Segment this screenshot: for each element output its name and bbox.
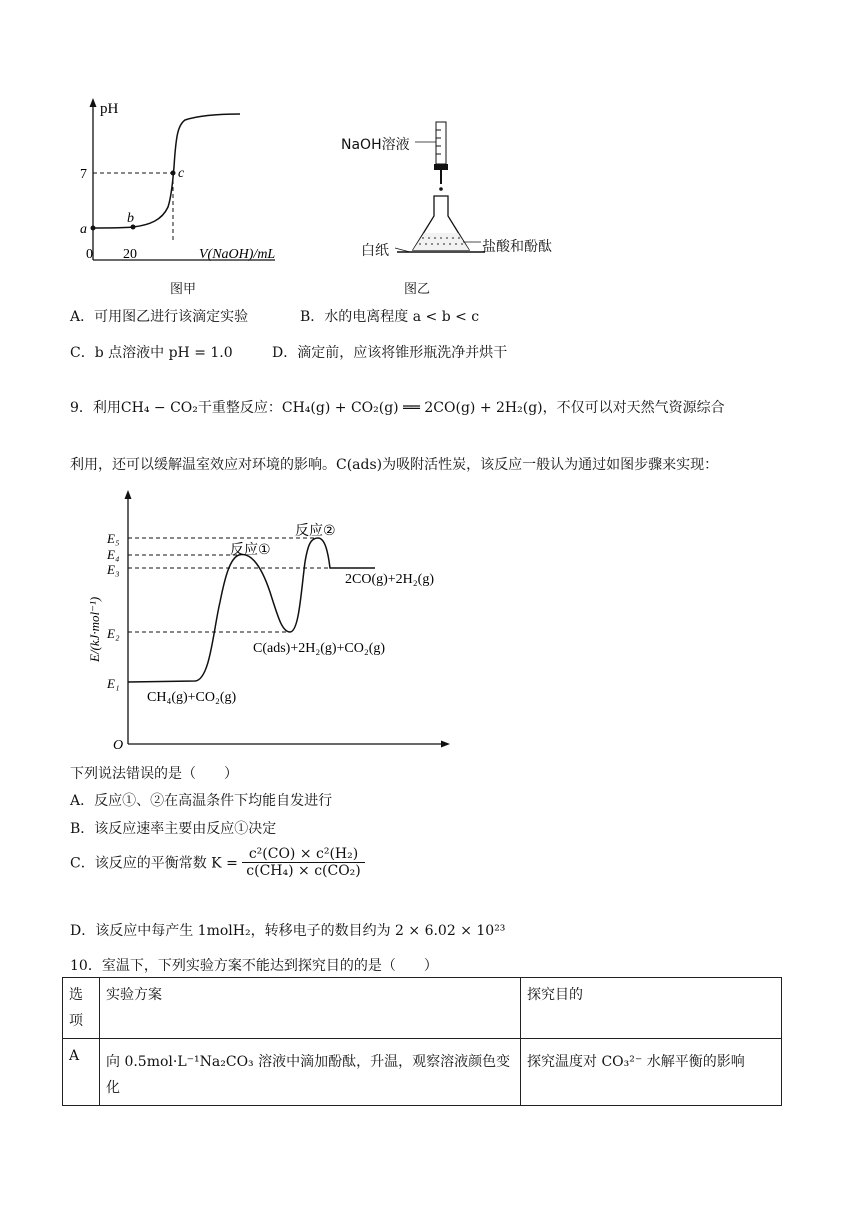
table-row [63,1039,782,1106]
energy-axis-label: E/(kJ·mol⁻¹) [87,596,102,662]
point-b-label: b [127,211,134,226]
start-species-label: CH₄(g)+CO₂(g) [147,690,237,705]
energy-diagram-svg [75,482,465,757]
origin-label: 0 [86,247,93,262]
volume-axis-label: V(NaOH)/mL [199,247,276,262]
point-c-label: c [178,166,185,181]
energy-origin-label: O [113,738,124,753]
experiment-table [62,977,782,1106]
reaction-1-label: 反应① [230,542,271,558]
q8-option-a: A．可用图乙进行该滴定实验 [70,309,249,325]
q9-option-b: B．该反应速率主要由反应①决定 [70,821,277,837]
energy-diagram [75,482,465,757]
q9-option-d: D．该反应中每产生 1molH₂，转移电子的数目约为 2 × 6.02 × 10²³ [70,923,506,939]
intermediate-species-label: C(ads)+2H₂(g)+CO₂(g) [253,641,386,656]
white-paper-label: 白纸 [361,243,389,259]
figure-jia-caption: 图甲 [170,282,197,297]
row-purpose: 探究温度对 CO₃²⁻ 水解平衡的影响 [521,1039,782,1106]
q9-stem-equation: CH₄(g) + CO₂(g) ══ 2CO(g) + 2H₂(g) [281,400,543,416]
reaction-2-label: 反应② [295,523,336,539]
header-purpose: 探究目的 [521,978,782,1039]
q9-stem-line1 [70,397,725,417]
level-e5: E₅ [107,531,120,546]
q9-option-c [70,846,365,879]
q8-option-c: C．b 点溶液中 pH = 1.0 [70,345,233,361]
equilibrium-constant-fraction [242,846,365,879]
level-e3: E₃ [107,562,120,577]
q8-option-b: B．水的电离程度 a < b < c [300,309,480,325]
q9-stem-formula: CH₄ − CO₂ [120,400,198,416]
end-species-label: 2CO(g)+2H₂(g) [345,572,434,587]
fraction-denominator: c(CH₄) × c(CO₂) [246,863,361,879]
x-tick-20: 20 [123,247,137,262]
figure-jia [70,95,320,295]
level-e1: E₁ [107,676,120,691]
titration-curve-svg [70,95,320,295]
level-e4: E₄ [107,547,120,562]
y-tick-7: 7 [80,167,87,182]
row-plan: 向 0.5mol·L⁻¹Na₂CO₃ 溶液中滴加酚酞，升温，观察溶液颜色变化 [100,1039,521,1106]
q9-option-c-label: C．该反应的平衡常数 K = [70,855,238,872]
q9-stem-post: ，不仅可以对天然气资源综合 [542,400,725,416]
acid-phenolphthalein-label: 盐酸和酚酞 [482,239,552,255]
row-option: A [63,1039,100,1106]
table-header-row [63,978,782,1039]
q9-stem-line2: 利用，还可以缓解温室效应对环境的影响。C(ads)为吸附活性炭，该反应一般认为通过如图步骤来实现： [70,457,719,473]
point-a-label: a [80,222,87,237]
q9-question: 下列说法错误的是（ ） [70,766,238,782]
header-plan: 实验方案 [100,978,521,1039]
naoh-solution-label: NaOH溶液 [341,137,410,153]
q9-stem-pre: 9．利用 [70,400,121,416]
q9-option-a: A．反应①、②在高温条件下均能自发进行 [70,793,333,809]
header-option: 选项 [63,978,100,1039]
figure-yi-caption: 图乙 [404,282,431,297]
level-e2: E₂ [107,626,120,641]
q10-stem: 10．室温下，下列实验方案不能达到探究目的的是（ ） [70,958,438,974]
q8-option-d: D．滴定前，应该将锥形瓶洗净并烘干 [272,345,508,361]
q9-stem-mid: 干重整反应： [197,400,282,416]
ph-axis-label: pH [100,101,119,117]
fraction-numerator: c²(CO) × c²(H₂) [242,846,365,863]
